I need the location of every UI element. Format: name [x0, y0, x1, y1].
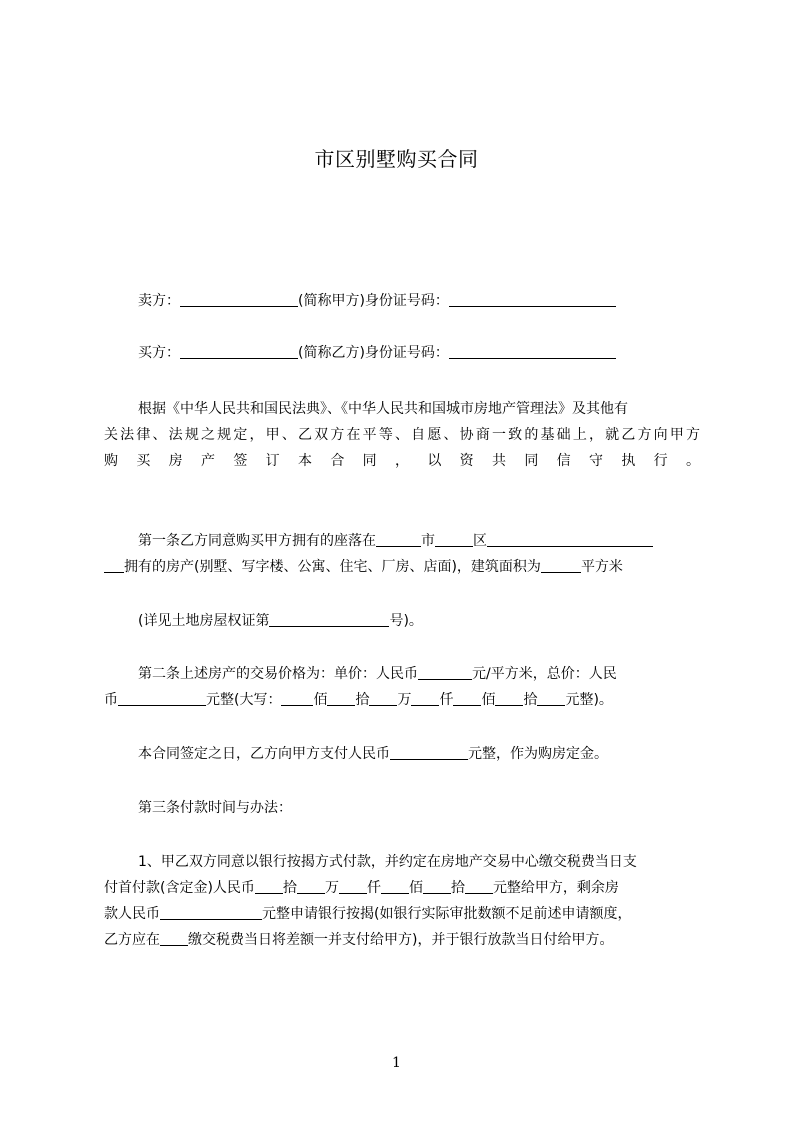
article2-qian: 仟 — [439, 692, 454, 708]
buyer-line — [138, 343, 698, 363]
article2-line-1 — [138, 664, 700, 684]
article2-bai2: 佰 — [481, 692, 496, 708]
article1-area-blank[interactable] — [541, 558, 581, 573]
article1-district-blank[interactable] — [435, 532, 473, 547]
seller-name-blank[interactable] — [180, 292, 298, 307]
clause1-shi-blank[interactable] — [255, 879, 283, 894]
deposit-suffix: 元整，作为购房定金。 — [468, 746, 608, 762]
article2-qian-blank[interactable] — [411, 691, 439, 706]
clause1-line-4 — [104, 930, 700, 950]
clause1-yuan-blank[interactable] — [465, 879, 493, 894]
clause1-wan: 万 — [324, 880, 339, 896]
clause1-loan-text: 元整申请银行按揭(如银行实际审批数额不足前述申请额度， — [262, 906, 632, 922]
page-number: 1 — [392, 1055, 401, 1071]
clause1-shi: 拾 — [282, 880, 297, 896]
article2-line-2 — [104, 690, 700, 710]
clause1-qian: 仟 — [366, 880, 381, 896]
article1-property-types: 拥有的房产(别墅、写字楼、公寓、住宅、厂房、店面)，建筑面积为 — [124, 559, 541, 575]
article2-bai2-blank[interactable] — [453, 691, 481, 706]
article2-bai: 佰 — [313, 692, 328, 708]
clause1-line-1: 1、甲乙双方同意以银行按揭方式付款，并约定在房地产交易中心缴交税费当日支 — [138, 854, 637, 870]
article2-shi2-blank[interactable] — [495, 691, 523, 706]
clause1-qian-blank[interactable] — [339, 879, 367, 894]
article1-city-blank[interactable] — [376, 532, 421, 547]
article1-address-blank-cont[interactable] — [104, 558, 124, 573]
article1-line-3 — [138, 611, 698, 631]
clause1-bai: 佰 — [408, 880, 423, 896]
clause1-shi2-blank[interactable] — [423, 879, 451, 894]
page-title: 市区别墅购买合同 — [314, 147, 479, 171]
clause1-date-blank[interactable] — [160, 931, 188, 946]
article2-wan-blank[interactable] — [369, 691, 397, 706]
article2-intro: 第二条上述房产的交易价格为：单价：人民币 — [138, 666, 418, 682]
article2-yuan-blank[interactable] — [537, 691, 565, 706]
clause1-difference-text: 缴交税费当日将差额一并支付给甲方)，并于银行放款当日付给甲方。 — [188, 932, 614, 948]
clause1-down-payment: 付首付款(含定金)人民币 — [104, 880, 255, 896]
buyer-label: 买方： — [138, 345, 180, 361]
article2-total-suffix: 元整(大写： — [206, 692, 282, 708]
article1-unit: 平方米 — [580, 559, 623, 575]
article2-shi: 拾 — [355, 692, 370, 708]
clause1-remaining: 款人民币 — [104, 906, 160, 922]
clause1-line-3 — [104, 904, 700, 924]
article1-cert-blank[interactable] — [269, 612, 389, 627]
clause1-shi2: 拾 — [450, 880, 465, 896]
article1-cert-suffix: 号)。 — [389, 613, 423, 629]
article2-bai-blank[interactable] — [281, 691, 313, 706]
article3-heading: 第三条付款时间与办法： — [138, 800, 292, 816]
article1-city: 市 — [421, 533, 435, 549]
article1-intro: 第一条乙方同意购买甲方拥有的座落在 — [138, 533, 376, 549]
article2-shi2: 拾 — [523, 692, 538, 708]
article1-line-2 — [104, 557, 700, 577]
seller-id-blank[interactable] — [449, 292, 616, 307]
seller-short-name: (简称甲方)身份证号码： — [298, 293, 449, 309]
clause1-wan-blank[interactable] — [297, 879, 325, 894]
article2-total-blank[interactable] — [118, 691, 206, 706]
article1-cert-prefix: (详见土地房屋权证第 — [138, 613, 270, 629]
seller-label: 卖方： — [138, 293, 180, 309]
preamble-line-3: 购买房产签订本合同，以资共同信守执行。 — [104, 453, 700, 469]
preamble-line-2: 关法律、法规之规定，甲、乙双方在平等、自愿、协商一致的基础上，就乙方向甲方 — [104, 427, 700, 443]
article2-unit-suffix: 元/平方米，总价：人民 — [472, 666, 617, 682]
deposit-line — [138, 744, 698, 764]
article2-wan: 万 — [397, 692, 412, 708]
buyer-short-name: (简称乙方)身份证号码： — [298, 345, 449, 361]
article2-currency: 币 — [104, 692, 118, 708]
deposit-amount-blank[interactable] — [390, 745, 468, 760]
clause1-loan-blank[interactable] — [160, 905, 262, 920]
clause1-line-2 — [104, 878, 700, 898]
preamble-line-1: 根据《中华人民共和国民法典》、《中华人民共和国城市房地产管理法》及其他有 — [138, 401, 628, 417]
article1-line-1 — [138, 531, 700, 551]
article2-end: 元整)。 — [565, 692, 613, 708]
clause1-line2-end: 元整给甲方，剩余房 — [492, 880, 619, 896]
clause1-bai-blank[interactable] — [381, 879, 409, 894]
deposit-intro: 本合同签定之日，乙方向甲方支付人民币 — [138, 746, 390, 762]
article1-address-blank[interactable] — [487, 532, 653, 547]
clause1-buyer-should: 乙方应在 — [104, 932, 160, 948]
buyer-id-blank[interactable] — [449, 344, 616, 359]
article2-shi-blank[interactable] — [327, 691, 355, 706]
buyer-name-blank[interactable] — [180, 344, 298, 359]
article2-unit-price-blank[interactable] — [418, 665, 472, 680]
seller-line — [138, 291, 698, 311]
article1-district: 区 — [473, 533, 487, 549]
